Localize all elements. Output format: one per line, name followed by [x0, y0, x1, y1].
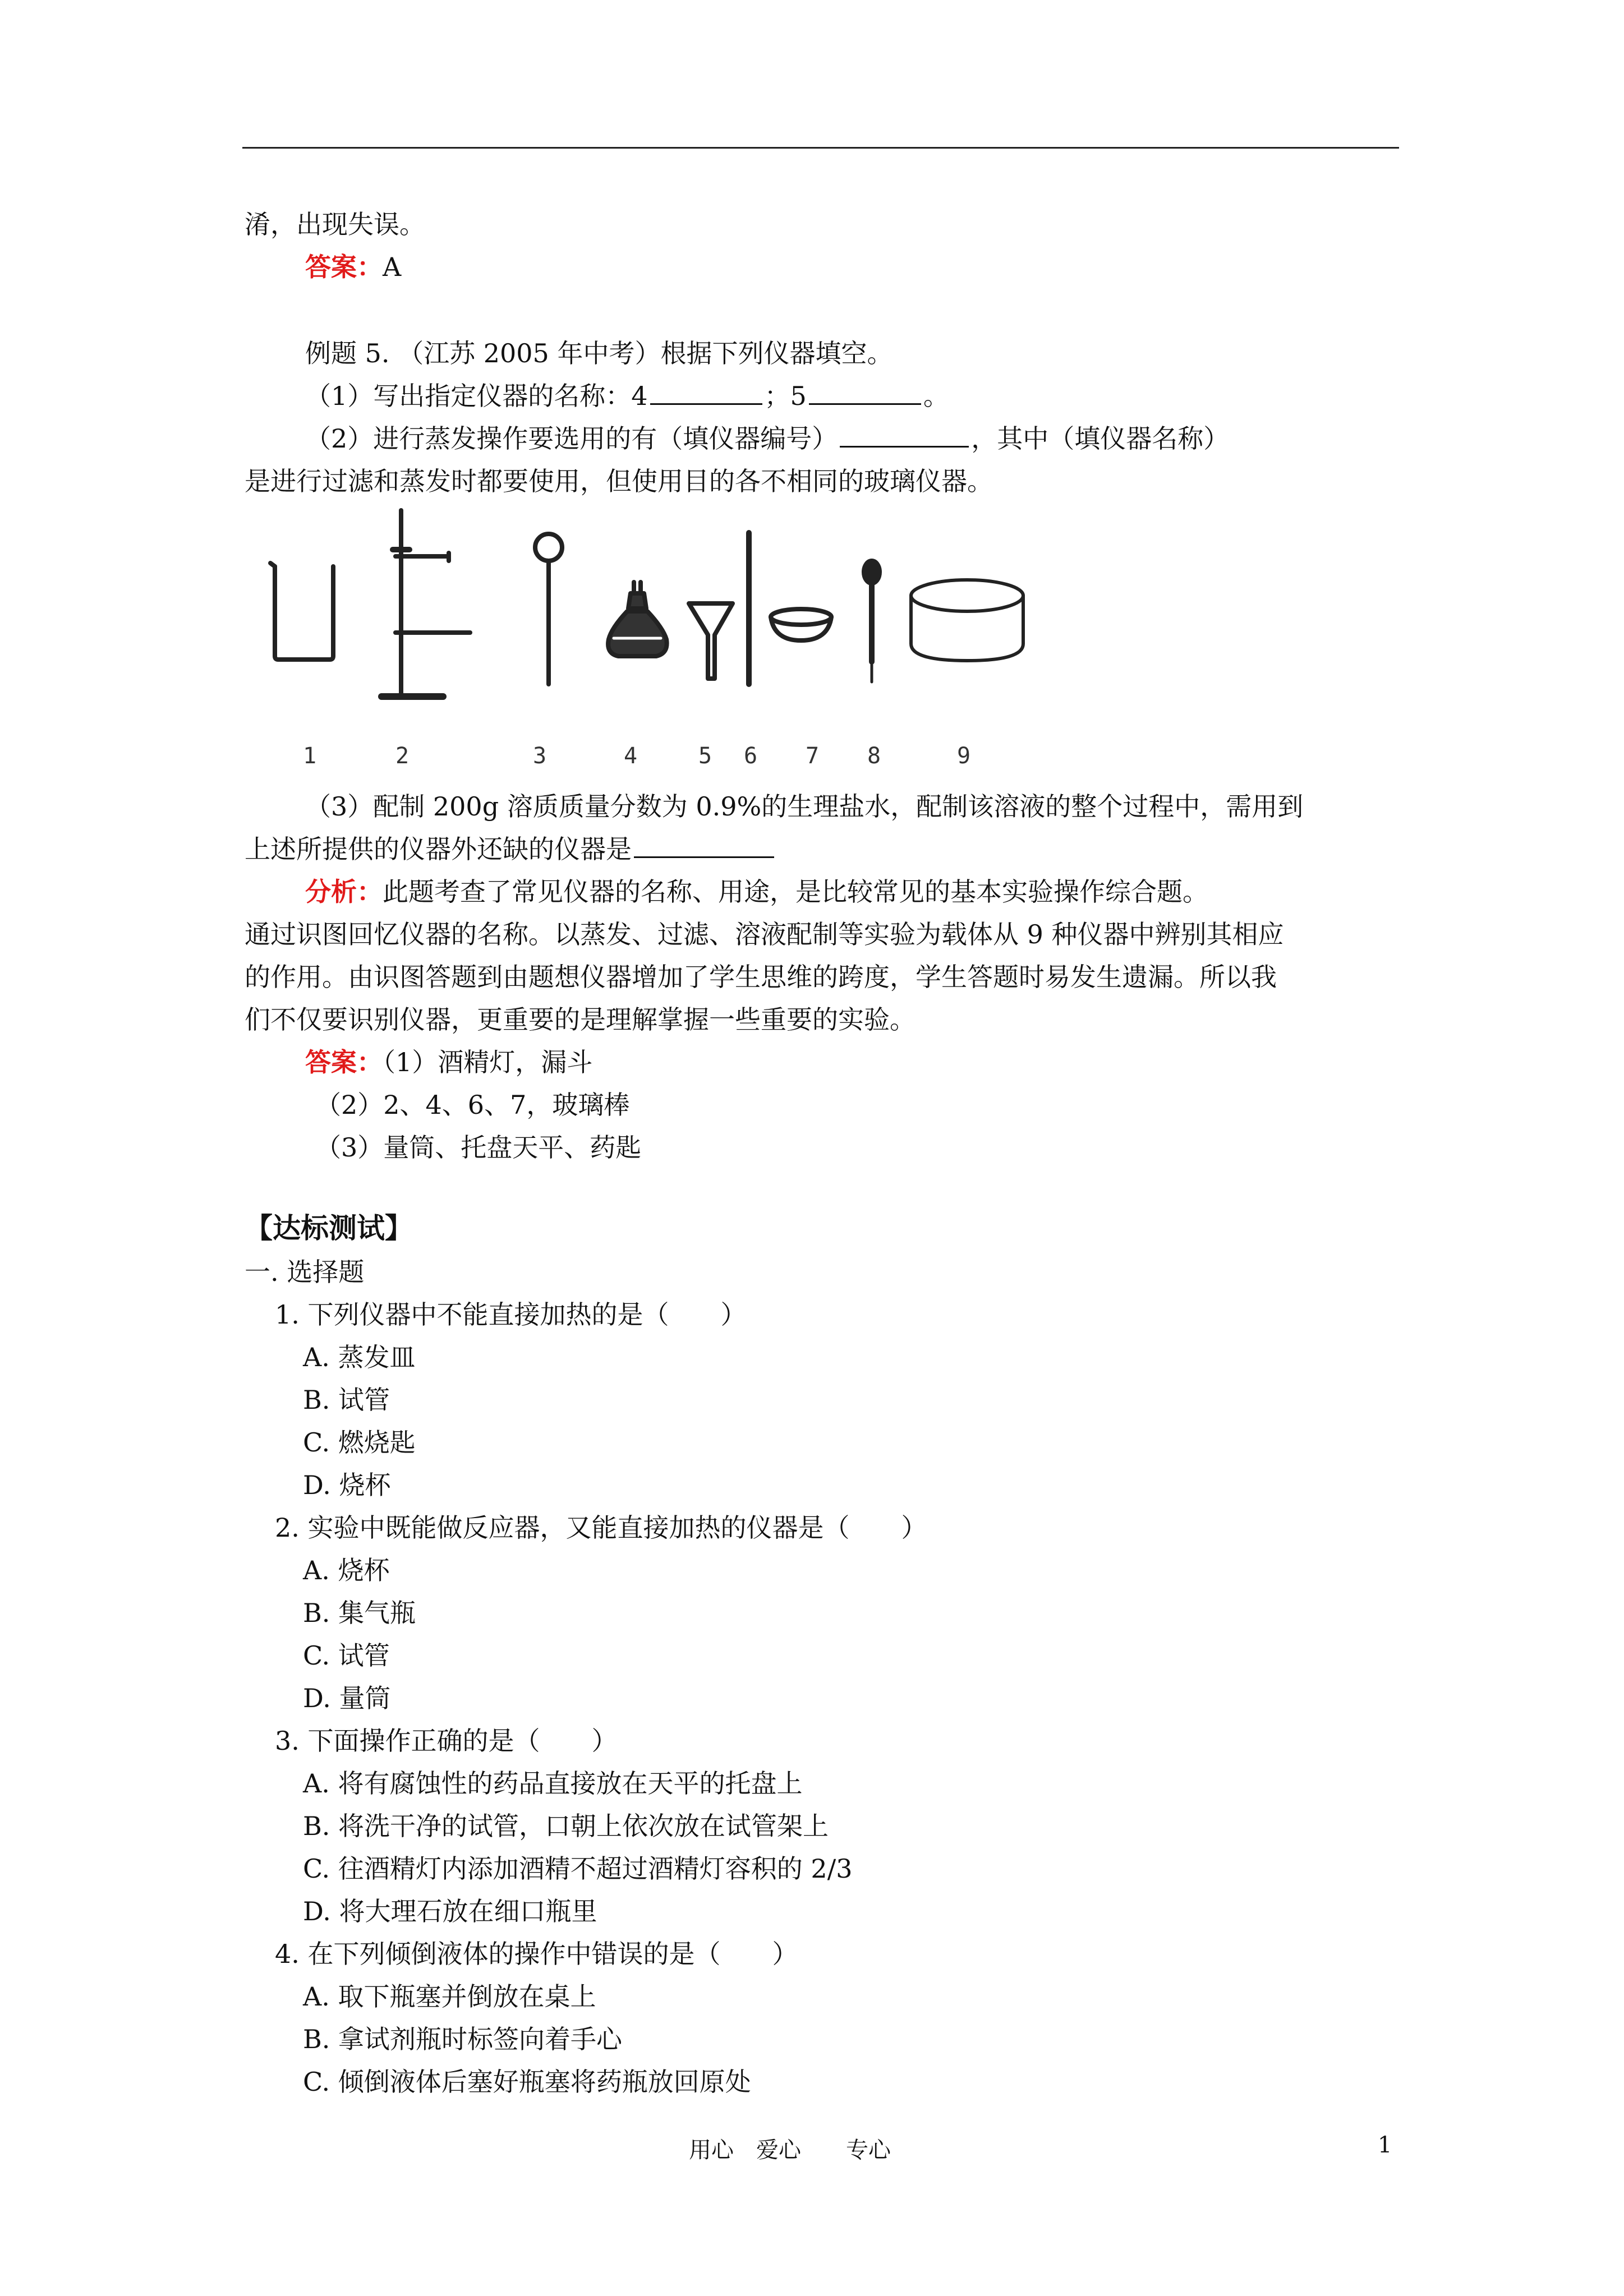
example-q3-line1: （3）配制 200g 溶质质量分数为 0.9%的生理盐水，配制该溶液的整个过程中，需用到	[305, 791, 1304, 822]
fig-label-6: 6	[744, 743, 758, 769]
prev-tail-text: 淆，出现失误。	[245, 209, 425, 239]
funnel-icon	[689, 603, 733, 679]
dropper-icon	[864, 561, 880, 682]
fig-label-3: 3	[533, 743, 547, 769]
footer-motto: 用心 爱心 专心	[689, 2137, 891, 2163]
q4-option-a: A. 取下瓶塞并倒放在桌上	[303, 1981, 596, 2012]
header-rule	[242, 147, 1399, 149]
q4-option-c: C. 倾倒液体后塞好瓶塞将药瓶放回原处	[303, 2067, 751, 2097]
q1-option-b: B. 试管	[303, 1385, 390, 1415]
combustion-spoon-icon	[535, 534, 562, 684]
q3-blank	[634, 836, 774, 858]
q3-text: 上述所提供的仪器外还缺的仪器是	[245, 834, 632, 864]
question-3: 3. 下面操作正确的是（ ）	[275, 1726, 618, 1756]
q3-option-b: B. 将洗干净的试管，口朝上依次放在试管架上	[303, 1811, 829, 1841]
example-q2-line2: 是进行过滤和蒸发时都要使用，但使用目的各不相同的玻璃仪器。	[245, 466, 993, 496]
example-title: 例题 5. （江苏 2005 年中考）根据下列仪器填空。	[305, 338, 893, 368]
q2-blank	[840, 426, 969, 448]
example-answer-1	[305, 1041, 592, 1084]
answer-value: A	[383, 252, 402, 282]
q2-option-b: B. 集气瓶	[303, 1598, 416, 1628]
q1-end: 。	[923, 381, 949, 411]
question-4: 4. 在下列倾倒液体的操作中错误的是（ ）	[275, 1939, 798, 1969]
q1-blank-4	[650, 383, 762, 405]
fig-label-8: 8	[867, 743, 881, 769]
analysis-text: 此题考查了常见仪器的名称、用途，是比较常见的基本实验操作综合题。	[383, 877, 1208, 907]
answer-item-1: （1）酒精灯，漏斗	[383, 1047, 593, 1077]
q1-prefix: （1）写出指定仪器的名称：4	[305, 381, 648, 411]
q2-option-a: A. 烧杯	[303, 1555, 390, 1585]
q1-option-c: C. 燃烧匙	[303, 1427, 416, 1458]
q1-mid: ；5	[764, 381, 807, 411]
q2-option-d: D. 量筒	[303, 1683, 391, 1713]
example-answer-2: （2）2、4、6、7，玻璃棒	[315, 1090, 630, 1120]
test-section-title: 一. 选择题	[245, 1257, 365, 1287]
trough-icon	[911, 580, 1023, 661]
analysis-line4: 们不仅要识别仪器，更重要的是理解掌握一些重要的实验。	[245, 1004, 915, 1035]
analysis-line3: 的作用。由识图答题到由题想仪器增加了学生思维的跨度，学生答题时易发生遗漏。所以我	[245, 962, 1277, 992]
q4-option-b: B. 拿试剂瓶时标签向着手心	[303, 2024, 623, 2054]
q1-option-a: A. 蒸发皿	[303, 1342, 416, 1372]
example-q3-line2	[245, 828, 776, 870]
question-1: 1. 下列仪器中不能直接加热的是（ ）	[275, 1299, 747, 1330]
fig-label-4: 4	[624, 743, 638, 769]
page-number: 1	[1378, 2132, 1392, 2158]
q1-option-d: D. 烧杯	[303, 1470, 391, 1500]
example-q1	[305, 375, 949, 417]
instruments-figure	[241, 494, 1071, 740]
fig-label-1: 1	[303, 743, 317, 769]
example-q2-line1	[305, 417, 1229, 460]
q2-option-c: C. 试管	[303, 1640, 390, 1671]
q3-option-a: A. 将有腐蚀性的药品直接放在天平的托盘上	[303, 1768, 803, 1799]
example-answer-3: （3）量筒、托盘天平、药匙	[315, 1132, 642, 1163]
beaker-icon	[270, 563, 333, 660]
iron-stand-icon	[381, 510, 470, 697]
test-heading: 【达标测试】	[245, 1211, 413, 1244]
answer-label: 答案：	[305, 1047, 383, 1077]
fig-label-7: 7	[806, 743, 820, 769]
evaporating-dish-icon	[771, 609, 831, 640]
fig-label-9: 9	[957, 743, 971, 769]
q2-text-a: （2）进行蒸发操作要选用的有（填仪器编号）	[305, 423, 838, 454]
q3-option-d: D. 将大理石放在细口瓶里	[303, 1896, 597, 1926]
analysis-line1	[305, 870, 1208, 913]
fig-label-2: 2	[395, 743, 410, 769]
answer-label: 答案：	[305, 252, 383, 282]
prev-answer	[305, 246, 401, 288]
q1-blank-5	[809, 383, 921, 405]
analysis-label: 分析：	[305, 877, 383, 907]
q3-option-c: C. 往酒精灯内添加酒精不超过酒精灯容积的 2/3	[303, 1854, 853, 1884]
question-2: 2. 实验中既能做反应器，又能直接加热的仪器是（ ）	[275, 1513, 927, 1543]
q2-text-b: ，其中（填仪器名称）	[971, 423, 1230, 454]
analysis-line2: 通过识图回忆仪器的名称。以蒸发、过滤、溶液配制等实验为载体从 9 种仪器中辨别其相应	[245, 919, 1284, 949]
fig-label-5: 5	[698, 743, 712, 769]
alcohol-lamp-icon	[608, 582, 667, 656]
